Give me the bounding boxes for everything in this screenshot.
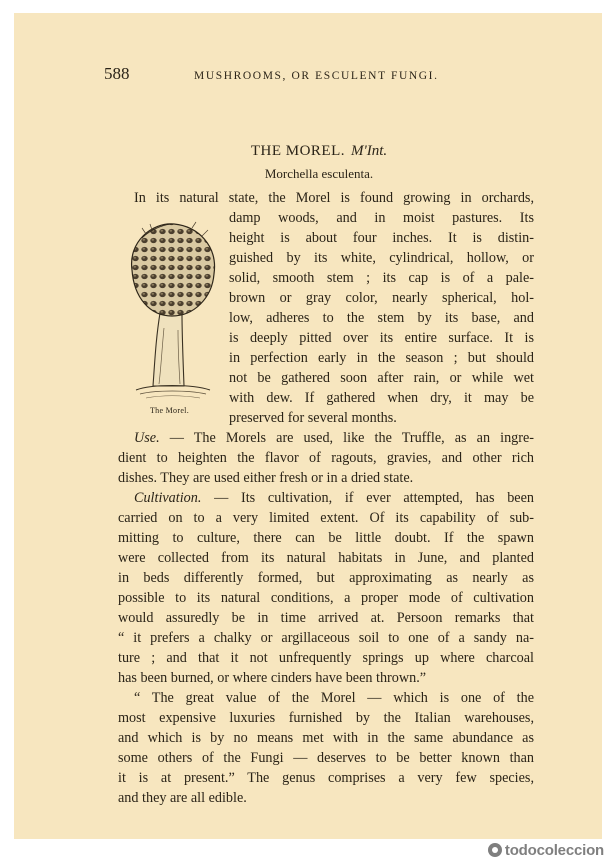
article-author: M'Int. (351, 143, 388, 159)
use-first-line (134, 428, 534, 448)
quote-line: some others of the Fungi — deserves to be better known than (118, 750, 534, 766)
figure-caption: The Morel. (150, 406, 189, 415)
intro-line: low, adheres to the stem by its base, and (229, 310, 534, 326)
quote-line: and which is by no means met with in the same abundance as (118, 730, 534, 746)
quote-line: “ The great value of the Morel — which is one of the (134, 690, 534, 706)
use-line: dishes. They are used either fresh or in a dried state. (118, 470, 414, 486)
cultivation-first-line (134, 488, 534, 508)
intro-line: not be gathered soon after rain, or while wet (229, 370, 534, 386)
use-line: — The Morels are used, like the Truffle, as an ingre- (159, 430, 534, 446)
use-heading: Use. (134, 430, 160, 446)
cultivation-line: carried on to a very limited extent. Of its capability of sub- (118, 510, 534, 526)
intro-line: preserved for several months. (229, 410, 397, 426)
latin-name: Morchella esculenta. (264, 166, 374, 181)
intro-line: In its natural state, the Morel is found growing in orchards, (134, 190, 534, 206)
page-number: 588 (104, 64, 130, 83)
running-title: MUSHROOMS, OR ESCULENT FUNGI. (194, 70, 439, 82)
cultivation-line: were collected from its natural habitats in June, and planted (118, 550, 534, 566)
intro-line: height is about four inches. It is distin- (229, 230, 534, 246)
article-title (104, 143, 534, 160)
cultivation-line: — Its cultivation, if ever attempted, has been (201, 490, 534, 506)
cultivation-line: has been burned, or where cinders have been thrown.” (118, 670, 427, 686)
intro-line: in perfection early in the season ; but should (229, 350, 534, 366)
intro-line: brown or gray color, nearly spherical, hol- (229, 290, 534, 306)
todocoleccion-logo-icon (488, 843, 502, 857)
cultivation-line: ture ; and that it not unfrequently springs up where charcoal (118, 650, 534, 666)
cultivation-heading: Cultivation. (134, 490, 202, 506)
quote-line: and they are all edible. (118, 790, 247, 806)
quote-line: it is at present.” The genus comprises a very few species, (118, 770, 534, 786)
cultivation-line: would assuredly be in time arrived at. Persoon remarks that (118, 610, 534, 626)
cultivation-line: mitting to culture, there can be little doubt. If the spawn (118, 530, 534, 546)
morel-illustration (122, 218, 222, 402)
intro-line: damp woods, and in moist pastures. Its (229, 210, 534, 226)
article-title-text: THE MOREL. (250, 143, 346, 159)
quote-line: most expensive luxuries furnished by the Italian warehouses, (118, 710, 534, 726)
watermark-text: todocoleccion (504, 842, 604, 859)
intro-line: solid, smooth stem ; its cap is of a pale- (229, 270, 534, 286)
intro-line: with dew. If gathered when dry, it may be (229, 390, 534, 406)
use-line: dient to heighten the flavor of ragouts, gravies, and other rich (118, 450, 534, 466)
cultivation-line: possible to its natural conditions, a proper mode of cultivation (118, 590, 534, 606)
intro-line: guished by its white, cylindrical, hollow, or (229, 250, 534, 266)
watermark (488, 842, 604, 859)
cultivation-line: in beds differently formed, but approximating as nearly as (118, 570, 534, 586)
cultivation-line: “ it prefers a chalky or argillaceous soil to one of a sandy na- (118, 630, 534, 646)
intro-line: is deeply pitted over its entire surface. It is (229, 330, 534, 346)
